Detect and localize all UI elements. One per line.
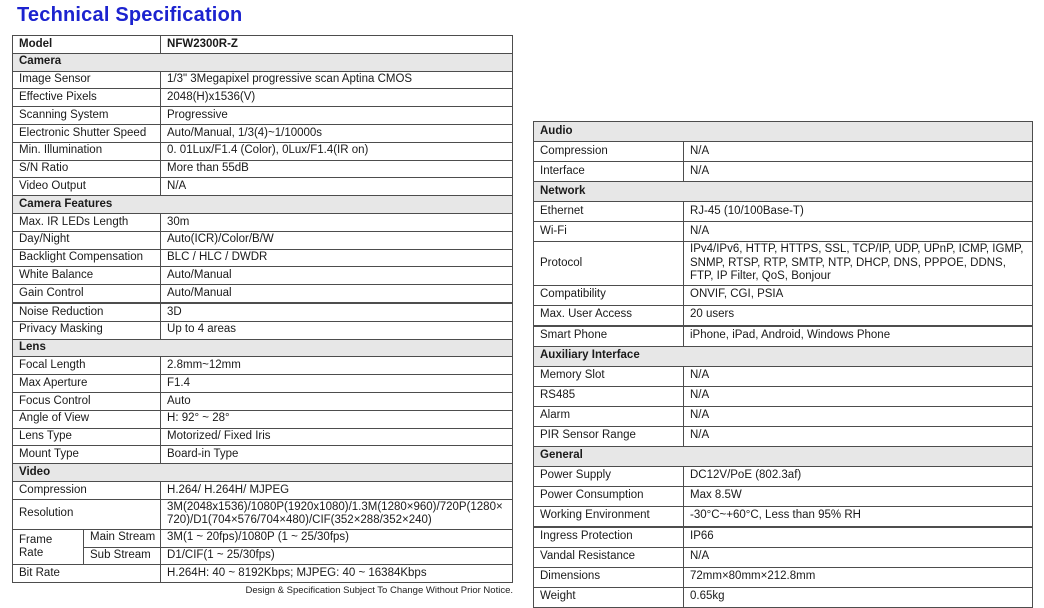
table-row [534,527,1033,548]
table-row [534,506,1033,527]
spec-label: Power Supply [534,466,684,486]
table-row [13,71,513,89]
spec-value: ONVIF, CGI, PSIA [684,285,1033,305]
spec-value: N/A [684,142,1033,162]
spec-value: 72mm×80mm×212.8mm [684,567,1033,587]
table-row [13,321,513,339]
table-row [13,178,513,196]
spec-label: Focal Length [13,357,161,375]
table-row [13,231,513,249]
spec-label: Mount Type [13,446,161,464]
spec-value: 3D [161,303,513,321]
spec-value: 3M(2048x1536)/1080P(1920x1080)/1.3M(1280×960)/720P(1280×720)/D1(704×576/704×480)/CIF(352×288/352×240) [161,499,513,529]
spec-value: 3M(1 ~ 20fps)/1080P (1 ~ 25/30fps) [161,529,513,547]
section-row [13,339,513,357]
spec-value: 1/3" 3Megapixel progressive scan Aptina CMOS [161,71,513,89]
spec-label: Lens Type [13,428,161,446]
table-row [13,249,513,267]
table-row [534,162,1033,182]
table-row [534,567,1033,587]
spec-label: Gain Control [13,285,161,303]
spec-value: Auto/Manual [161,285,513,303]
spec-label: Ingress Protection [534,527,684,548]
section-header: Auxiliary Interface [534,346,1033,366]
spec-label: White Balance [13,267,161,285]
table-row [534,142,1033,162]
table-row [13,213,513,231]
table-row [13,410,513,428]
spec-value: H.264/ H.264H/ MJPEG [161,481,513,499]
spec-value: Board-in Type [161,446,513,464]
spec-value: N/A [684,162,1033,182]
section-header: General [534,446,1033,466]
spec-value: N/A [684,222,1033,242]
table-row [13,267,513,285]
spec-label: Power Consumption [534,486,684,506]
spec-value: N/A [684,386,1033,406]
section-row [534,182,1033,202]
spec-label: Frame Rate [13,529,84,565]
table-row [534,406,1033,426]
spec-label: S/N Ratio [13,160,161,178]
section-header: Camera Features [13,196,513,214]
page-title: Technical Specification [17,4,243,26]
section-row [13,196,513,214]
spec-value: N/A [684,406,1033,426]
spec-label: Max. User Access [534,305,684,326]
spec-label: Day/Night [13,231,161,249]
table-row [13,357,513,375]
spec-label: Ethernet [534,202,684,222]
left-spec-table-body [13,36,513,583]
spec-value: RJ-45 (10/100Base-T) [684,202,1033,222]
spec-label: Scanning System [13,107,161,125]
spec-label: Smart Phone [534,326,684,347]
spec-label: Alarm [534,406,684,426]
spec-label: Memory Slot [534,366,684,386]
spec-value: DC12V/PoE (802.3af) [684,466,1033,486]
section-row [534,446,1033,466]
spec-value: Up to 4 areas [161,321,513,339]
spec-value: Max 8.5W [684,486,1033,506]
table-row [534,222,1033,242]
spec-value: NFW2300R-Z [161,36,513,54]
spec-value: 0.65kg [684,587,1033,607]
spec-value: Motorized/ Fixed Iris [161,428,513,446]
spec-label: Min. Illumination [13,142,161,160]
spec-label: Max Aperture [13,375,161,393]
section-row [13,53,513,71]
table-row [13,375,513,393]
spec-label: Model [13,36,161,54]
spec-label: Electronic Shutter Speed [13,124,161,142]
spec-label: Noise Reduction [13,303,161,321]
table-row [534,587,1033,607]
section-header: Video [13,464,513,482]
right-spec-table [533,121,1033,608]
section-header: Network [534,182,1033,202]
spec-value: H.264H: 40 ~ 8192Kbps; MJPEG: 40 ~ 16384Kbps [161,565,513,583]
table-row [13,89,513,107]
spec-value: 30m [161,213,513,231]
table-row [13,285,513,303]
spec-label: Compression [534,142,684,162]
spec-label: Backlight Compensation [13,249,161,267]
spec-value: iPhone, iPad, Android, Windows Phone [684,326,1033,347]
table-row [534,466,1033,486]
table-row [534,486,1033,506]
spec-value: Auto(ICR)/Color/B/W [161,231,513,249]
spec-label: Bit Rate [13,565,161,583]
table-row [534,285,1033,305]
section-row [534,122,1033,142]
table-row [534,547,1033,567]
table-row [534,366,1033,386]
spec-label: Privacy Masking [13,321,161,339]
spec-label: Compatibility [534,285,684,305]
spec-value: More than 55dB [161,160,513,178]
table-row [13,428,513,446]
spec-label: Image Sensor [13,71,161,89]
table-row [13,446,513,464]
spec-value: N/A [161,178,513,196]
spec-sublabel: Main Stream [84,529,161,547]
section-header: Lens [13,339,513,357]
table-row [534,202,1033,222]
spec-value: -30°C~+60°C, Less than 95% RH [684,506,1033,527]
table-row [534,426,1033,446]
spec-value: H: 92° ~ 28° [161,410,513,428]
table-row [534,242,1033,286]
section-header: Camera [13,53,513,71]
table-row [13,481,513,499]
table-row [534,305,1033,326]
spec-label: Wi-Fi [534,222,684,242]
table-row [13,303,513,321]
table-row [13,499,513,529]
spec-label: Working Environment [534,506,684,527]
spec-label: Interface [534,162,684,182]
table-row [13,107,513,125]
spec-label: Compression [13,481,161,499]
spec-value: 0. 01Lux/F1.4 (Color), 0Lux/F1.4(IR on) [161,142,513,160]
spec-value: F1.4 [161,375,513,393]
section-row [13,464,513,482]
spec-value: BLC / HLC / DWDR [161,249,513,267]
spec-label: Vandal Resistance [534,547,684,567]
right-spec-table-body [534,122,1033,608]
footer-note: Design & Specification Subject To Change Without Prior Notice. [245,585,513,596]
table-row [13,160,513,178]
spec-value: N/A [684,426,1033,446]
spec-value: Progressive [161,107,513,125]
table-row [13,392,513,410]
table-row [13,36,513,54]
spec-sublabel: Sub Stream [84,547,161,565]
spec-value: Auto/Manual, 1/3(4)~1/10000s [161,124,513,142]
spec-value: 2.8mm~12mm [161,357,513,375]
left-spec-table [12,35,513,583]
spec-value: N/A [684,547,1033,567]
spec-label: Max. IR LEDs Length [13,213,161,231]
spec-value: 2048(H)x1536(V) [161,89,513,107]
spec-value: Auto [161,392,513,410]
spec-value: Auto/Manual [161,267,513,285]
table-row [13,142,513,160]
table-row [13,124,513,142]
spec-label: Video Output [13,178,161,196]
table-row [13,565,513,583]
table-row [13,547,513,565]
spec-value: N/A [684,366,1033,386]
spec-label: Angle of View [13,410,161,428]
section-header: Audio [534,122,1033,142]
table-row [534,326,1033,347]
spec-value: 20 users [684,305,1033,326]
spec-label: Protocol [534,242,684,286]
spec-label: Focus Control [13,392,161,410]
spec-label: Weight [534,587,684,607]
spec-label: Effective Pixels [13,89,161,107]
spec-value: IPv4/IPv6, HTTP, HTTPS, SSL, TCP/IP, UDP, UPnP, ICMP, IGMP, SNMP, RTSP, RTP, SMTP, NTP, DHCP, DNS, PPPOE, DDNS, FTP, IP Filter, QoS, Bonjour [684,242,1033,286]
spec-value: IP66 [684,527,1033,548]
table-row [534,386,1033,406]
spec-label: Dimensions [534,567,684,587]
spec-value: D1/CIF(1 ~ 25/30fps) [161,547,513,565]
section-row [534,346,1033,366]
spec-label: RS485 [534,386,684,406]
spec-label: Resolution [13,499,161,529]
spec-label: PIR Sensor Range [534,426,684,446]
table-row [13,529,513,547]
